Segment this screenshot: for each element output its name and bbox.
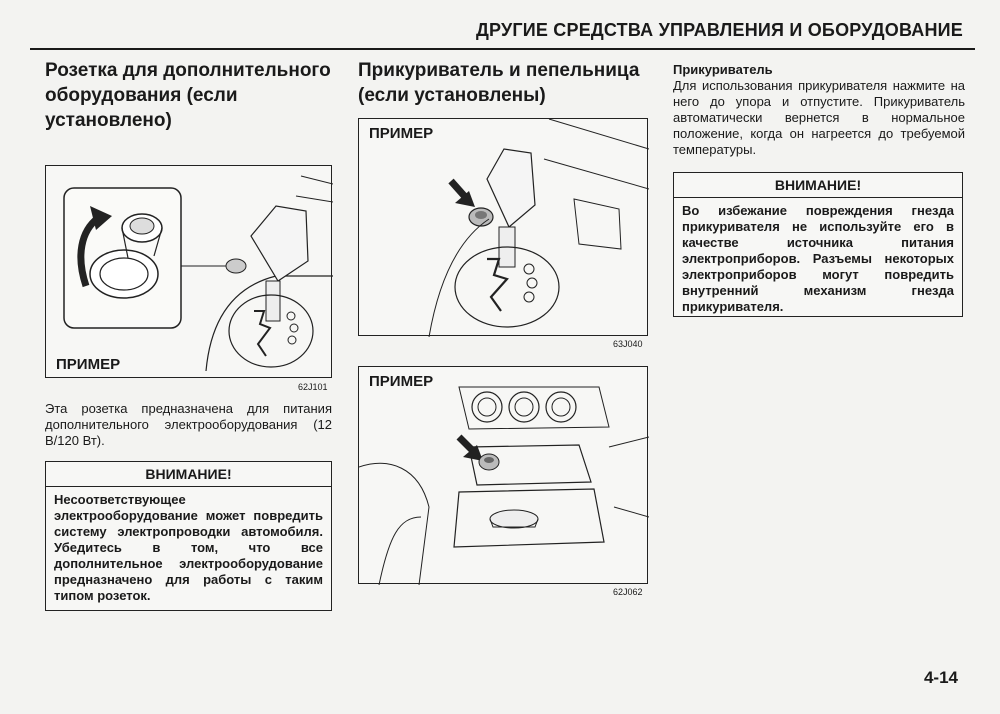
subheading-lighter: Прикуриватель bbox=[673, 62, 773, 77]
figure-lighter-ashtray bbox=[358, 366, 648, 584]
socket-illustration bbox=[46, 166, 333, 379]
section-title-cigarette-lighter: Прикуриватель и пепельница (если установлены) bbox=[358, 60, 640, 106]
left-column bbox=[45, 58, 335, 133]
warning-heading: ВНИМАНИЕ! bbox=[674, 173, 962, 198]
warning-text: Во избежание повреждения гнезда прикуривателя не используйте его в качестве источника питания электроприборов. Разъемы некоторых электроприборов могут повредить внутренний механизм гнезда прикуривателя. bbox=[682, 203, 954, 314]
socket-description: Эта розетка предназначена для питания дополнительного электрооборудования (12 В/120 Вт). bbox=[45, 401, 332, 448]
right-column bbox=[673, 62, 965, 158]
figure-accessory-socket bbox=[45, 165, 332, 378]
lighter-ashtray-illustration bbox=[359, 367, 649, 585]
warning-box-lighter bbox=[673, 172, 963, 317]
warning-text: Несоответствующее электрооборудование может повредить систему электропроводки автомобиля. Убедитесь в том, что все дополнительное электрооборудование предназначено для работы с таким типом розеток. bbox=[54, 492, 323, 603]
lighter-description: Для использования прикуривателя нажмите на него до упора и отпустите. Прикуриватель автоматически вернется в нормальное положение, когда он нагреется до требуемой температуры. bbox=[673, 78, 965, 157]
section-title-accessory-socket: Розетка для дополнительного оборудования (если установлено) bbox=[45, 60, 331, 131]
figure-lighter-shifter bbox=[358, 118, 648, 336]
figure-label: ПРИМЕР bbox=[369, 373, 434, 390]
page-number: 4-14 bbox=[923, 668, 958, 687]
middle-column bbox=[358, 58, 650, 108]
figure-code: 62J101 bbox=[298, 382, 328, 392]
lighter-shifter-illustration bbox=[359, 119, 649, 337]
warning-box-socket bbox=[45, 461, 332, 611]
page-header bbox=[30, 12, 975, 50]
header-title: ДРУГИЕ СРЕДСТВА УПРАВЛЕНИЯ И ОБОРУДОВАНИЕ bbox=[475, 20, 963, 40]
figure-label: ПРИМЕР bbox=[369, 125, 434, 142]
figure-label: ПРИМЕР bbox=[56, 356, 121, 373]
figure-code: 63J040 bbox=[613, 339, 643, 349]
warning-heading: ВНИМАНИЕ! bbox=[46, 462, 331, 487]
figure-code: 62J062 bbox=[613, 587, 643, 597]
